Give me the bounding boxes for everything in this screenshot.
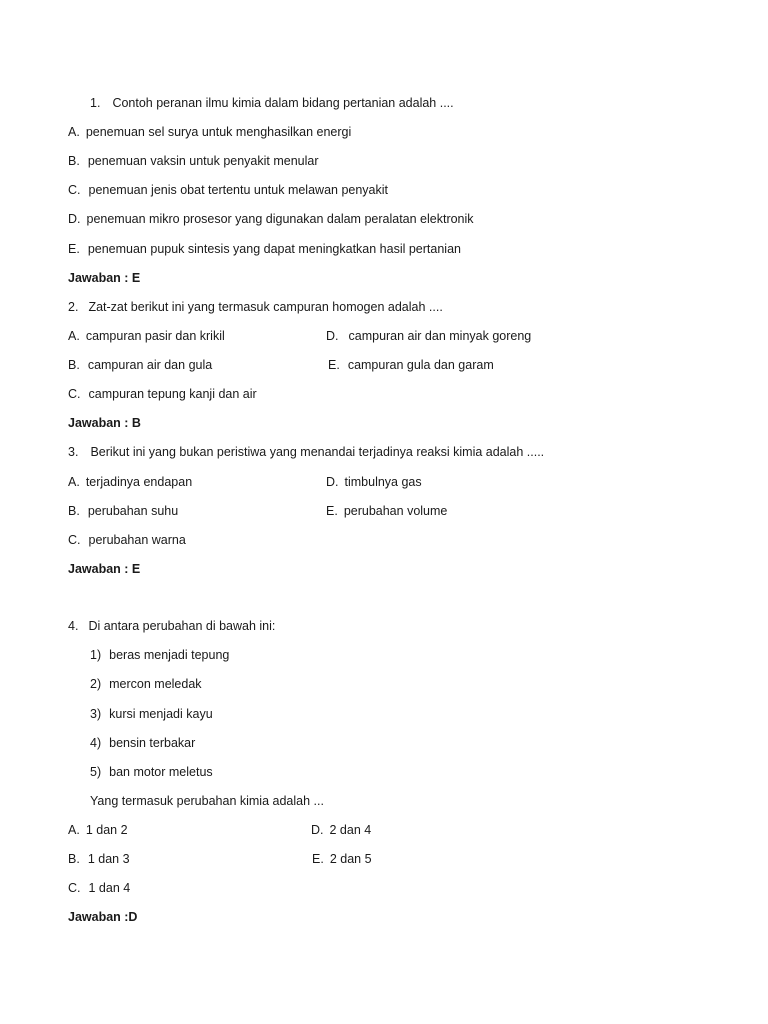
option-e: E. perubahan volume — [326, 504, 448, 518]
list-item-3: 3) kursi menjadi kayu — [90, 707, 213, 721]
question-text: Di antara perubahan di bawah ini: — [88, 619, 276, 633]
question-number: 4. — [68, 619, 79, 633]
list-item-4: 4) bensin terbakar — [90, 736, 196, 750]
option-b: B. penemuan vaksin untuk penyakit menular — [68, 154, 319, 168]
question-4 — [68, 618, 275, 634]
answer-2: Jawaban : B — [68, 416, 141, 430]
question-1 — [90, 95, 454, 111]
question-text: Berikut ini yang bukan peristiwa yang menandai terjadinya reaksi kimia adalah ..... — [90, 445, 545, 459]
option-d: D. campuran air dan minyak goreng — [326, 329, 532, 343]
question-number: 2. — [68, 300, 79, 314]
option-a: A. 1 dan 2 — [68, 823, 128, 837]
option-c: C. perubahan warna — [68, 533, 186, 547]
question-2 — [68, 299, 443, 315]
list-item-5: 5) ban motor meletus — [90, 765, 213, 779]
option-e: E. campuran gula dan garam — [328, 358, 494, 372]
answer-1: Jawaban : E — [68, 271, 141, 285]
option-e: E. penemuan pupuk sintesis yang dapat meningkatkan hasil pertanian — [68, 242, 461, 256]
question-3 — [68, 444, 544, 460]
question-number: 3. — [68, 445, 79, 459]
list-item-2: 2) mercon meledak — [90, 677, 202, 691]
option-b: B. 1 dan 3 — [68, 852, 130, 866]
option-c: C. campuran tepung kanji dan air — [68, 387, 257, 401]
option-a: A. terjadinya endapan — [68, 475, 193, 489]
option-b: B. campuran air dan gula — [68, 358, 213, 372]
question-prompt: Yang termasuk perubahan kimia adalah ... — [90, 794, 324, 808]
option-b: B. perubahan suhu — [68, 504, 179, 518]
option-d: D. 2 dan 4 — [311, 823, 372, 837]
option-d: D. timbulnya gas — [326, 475, 422, 489]
option-a: A. penemuan sel surya untuk menghasilkan energi — [68, 125, 352, 139]
option-e: E. 2 dan 5 — [312, 852, 372, 866]
option-c: C. penemuan jenis obat tertentu untuk melawan penyakit — [68, 183, 388, 197]
question-number: 1. — [90, 96, 101, 110]
option-d: D. penemuan mikro prosesor yang digunakan dalam peralatan elektronik — [68, 212, 474, 226]
question-text: Zat-zat berikut ini yang termasuk campuran homogen adalah .... — [88, 300, 443, 314]
option-a: A. campuran pasir dan krikil — [68, 329, 225, 343]
option-c: C. 1 dan 4 — [68, 881, 131, 895]
answer-4: Jawaban :D — [68, 910, 138, 924]
answer-3: Jawaban : E — [68, 562, 141, 576]
list-item-1: 1) beras menjadi tepung — [90, 648, 230, 662]
question-text: Contoh peranan ilmu kimia dalam bidang pertanian adalah .... — [112, 96, 454, 110]
